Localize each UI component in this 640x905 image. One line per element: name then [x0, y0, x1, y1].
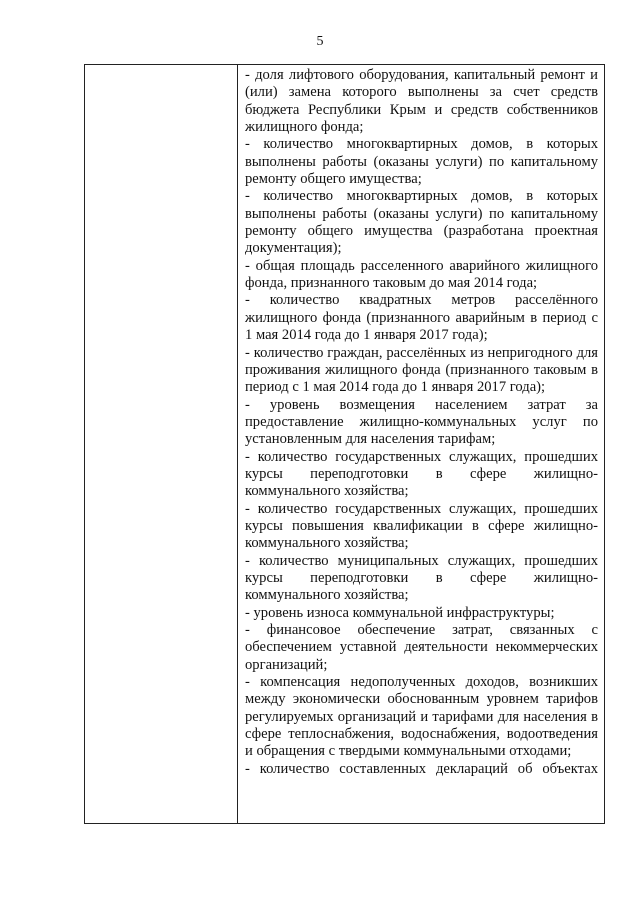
list-item: - общая площадь расселенного аварийного жилищного фонда, признанного таковым до мая 2014 года; [245, 257, 598, 292]
list-item: - финансовое обеспечение затрат, связанных с обеспечением уставной деятельности некоммерческих организаций; [245, 622, 598, 673]
indicator-list [238, 65, 604, 778]
list-item: - доля лифтового оборудования, капитальный ремонт и (или) замена которого выполнены за счет средств бюджета Республики Крым и средств собственников жилищного фонда; [245, 67, 598, 136]
list-item: - количество многоквартирных домов, в которых выполнены работы (оказаны услуги) по капитальному ремонту общего имущества (разработана проектная документация); [245, 188, 598, 257]
list-item: - количество квадратных метров расселённого жилищного фонда (признанного аварийным в период с 1 мая 2014 года до 1 января 2017 года); [245, 292, 598, 344]
list-item: - количество муниципальных служащих, прошедших курсы переподготовки в сфере жилищно-коммунального хозяйства; [245, 552, 598, 604]
table-row [85, 65, 605, 824]
left-cell [85, 65, 238, 824]
content-table [84, 64, 605, 824]
list-item: - количество составленных деклараций об объектах [245, 760, 598, 777]
list-item: - уровень износа коммунальной инфраструктуры; [245, 604, 555, 621]
right-cell [238, 65, 605, 824]
list-item: - количество государственных служащих, прошедших курсы повышения квалификации в сфере жилищно-коммунального хозяйства; [245, 500, 598, 552]
list-item: - уровень возмещения населением затрат за предоставление жилищно-коммунальных услуг по установленным для населения тарифам; [245, 396, 598, 448]
list-item: - компенсация недополученных доходов, возникших между экономически обоснованным уровнем тарифов регулируемых организаций и тарифами для населения в сфере теплоснабжения, водоснабжения, водоотведения и обращения с твердыми коммунальными отходами; [245, 674, 598, 760]
list-item: - количество государственных служащих, прошедших курсы переподготовки в сфере жилищно-коммунального хозяйства; [245, 448, 598, 500]
page-number: 5 [316, 34, 324, 49]
list-item: - количество многоквартирных домов, в которых выполнены работы (оказаны услуги) по капитальному ремонту общего имущества; [245, 136, 598, 188]
list-item: - количество граждан, расселённых из непригодного для проживания жилищного фонда (признанного таковым в период с 1 мая 2014 года до 1 января 2017 года); [245, 344, 598, 396]
